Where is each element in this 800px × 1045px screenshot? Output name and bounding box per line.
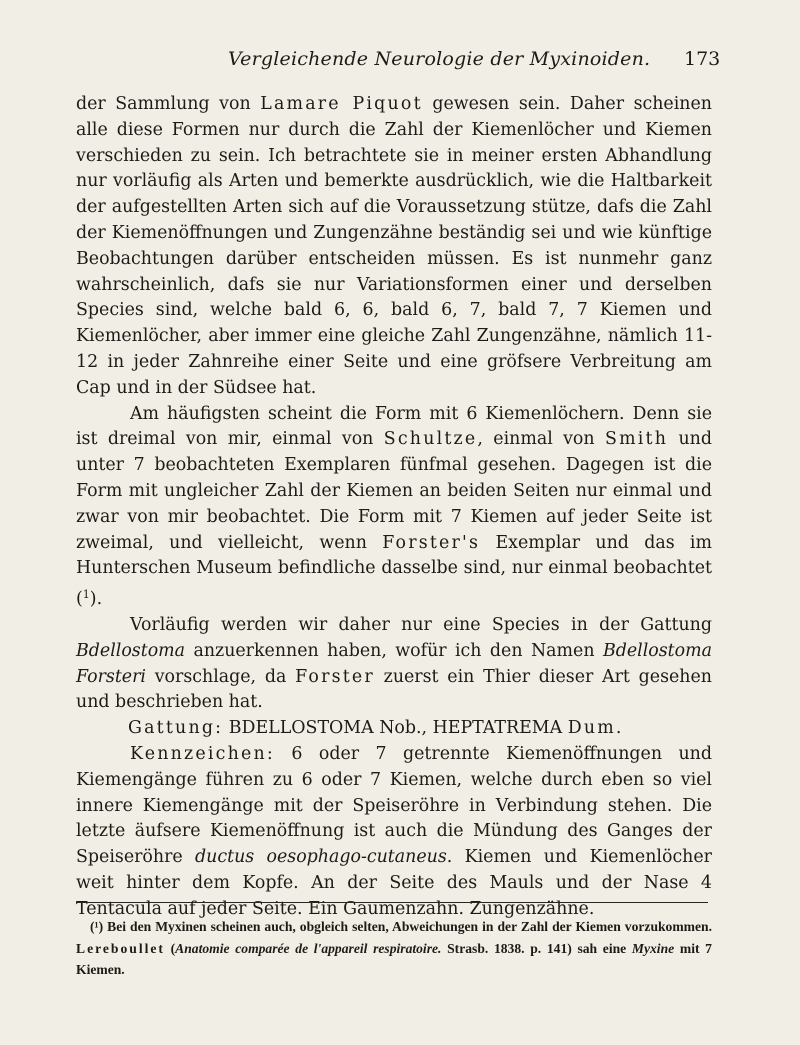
text-run: mit 7 Kiemen. [76, 940, 712, 977]
person-name: Forster's [382, 532, 481, 553]
paragraph-2 [76, 402, 712, 613]
footnote [76, 916, 712, 981]
footnote-text [76, 916, 712, 981]
paragraph-3 [76, 613, 712, 716]
person-name: Lamare Piquot [260, 94, 423, 114]
text-run: vorschlage, da [145, 666, 296, 687]
person-name: Schultze [383, 429, 478, 450]
heading-names: BDELLOSTOMA Nob., HEPTATREMA [223, 718, 568, 739]
anatomical-term: ductus oesophago-cutaneus [195, 847, 447, 868]
page-number: 173 [684, 48, 721, 70]
person-name: Forster [295, 666, 375, 687]
text-run: 6 oder 7 getrennte Kiemenöffnungen und Kiemengänge führen zu 6 oder 7 Kiemen, welche durch eben so viel innere Kiemengänge mit der Speiseröhre in Verbindung stehen. Die letzte äufsere Kiemenöffnung ist auch die Mündung des Ganges der Speiseröhre [76, 743, 712, 868]
body-text [76, 92, 712, 923]
text-run: ). [89, 589, 103, 610]
text-run: , einmal von [477, 429, 605, 450]
person-name: Lereboullet [76, 940, 165, 956]
text-run: der Sammlung von [76, 94, 261, 114]
running-title: Vergleichende Neurologie der Myxinoiden. [228, 48, 651, 70]
text-run: Bei den Myxinen scheinen auch, obgleich selten, Abweichungen in der Zahl der Kiemen vorzukommen. [103, 919, 712, 934]
running-head [0, 48, 800, 78]
taxon-name: Bdellostoma Forsteri [76, 640, 712, 687]
paragraph-1 [76, 92, 712, 402]
footnote-mark: (¹) [90, 919, 104, 934]
text-run: zuerst ein Thier dieser Art gesehen und beschrieben hat. [76, 666, 712, 713]
footnote-reference[interactable]: 1 [82, 588, 90, 602]
paragraph-4 [76, 742, 712, 923]
person-name: Smith [604, 429, 669, 450]
text-run: Strasb. 1838. p. 141) sah eine [441, 940, 632, 956]
heading-label: Gattung: [128, 718, 224, 739]
section-label: Kennzeichen: [130, 743, 275, 764]
text-run: . Kiemen und Kiemenlöcher weit hinter dem Kopfe. An der Seite des Mauls und der Nase 4 Tentacula auf jeder Seite. Ein Gaumenzahn. Zungenzähne. [76, 847, 712, 919]
taxon-name: Bdellostoma [76, 640, 186, 661]
text-run: und unter 7 beobachteten Exemplaren fünfmal gesehen. Dagegen ist die Form mit ungleicher Zahl der Kiemen an beiden Seiten nur einmal und zwar von mir beobachtet. Die Form mit 7 Kiemen auf jeder Seite ist zweimal, und vielleicht, wenn [76, 429, 712, 553]
text-run: anzuerkennen haben, wofür ich den Namen [185, 640, 603, 661]
text-run: gewesen sein. Daher scheinen alle diese Formen nur durch die Zahl der Kiemenlöcher und Kiemen verschieden zu sein. Ich betrachtete sie in meiner ersten Abhandlung nur vorläufig als Arten und bemerkte ausdrücklich, wie die Haltbarkeit der aufgestellten Arten sich auf die Voraussetzung stütze, dafs die Zahl der Kiemenöffnungen und Zungenzähne beständig sei und wie künftige Beobachtungen darüber entscheiden müssen. Es ist nunmehr ganz wahrscheinlich, dafs sie nur Variationsformen einer und derselben Species sind, welche bald 6, 6, bald 6, 7, bald 7, 7 Kiemen und Kiemenlöcher, aber immer eine gleiche Zahl Zungenzähne, nämlich 11-12 in jeder Zahnreihe einer Seite und eine gröfsere Verbreitung am Cap und in der Südsee hat. [76, 94, 712, 398]
text-run: Exemplar und das im Hunterschen Museum befindliche dasselbe sind, nur einmal beobachtet ( [76, 532, 712, 610]
heading-author: Dum. [567, 718, 624, 739]
footnote-rule [76, 902, 708, 903]
genus-heading [76, 716, 712, 742]
book-title: Anatomie comparée de l'appareil respiratoire. [175, 940, 442, 956]
text-run: ( [164, 940, 176, 956]
taxon-name: Myxine [631, 940, 675, 956]
text-run: Am häufigsten scheint die Form mit 6 Kiemenlöchern. Denn sie ist dreimal von mir, einmal von [76, 403, 712, 450]
text-run: Vorläufig werden wir daher nur eine Species in der Gattung [130, 614, 712, 635]
